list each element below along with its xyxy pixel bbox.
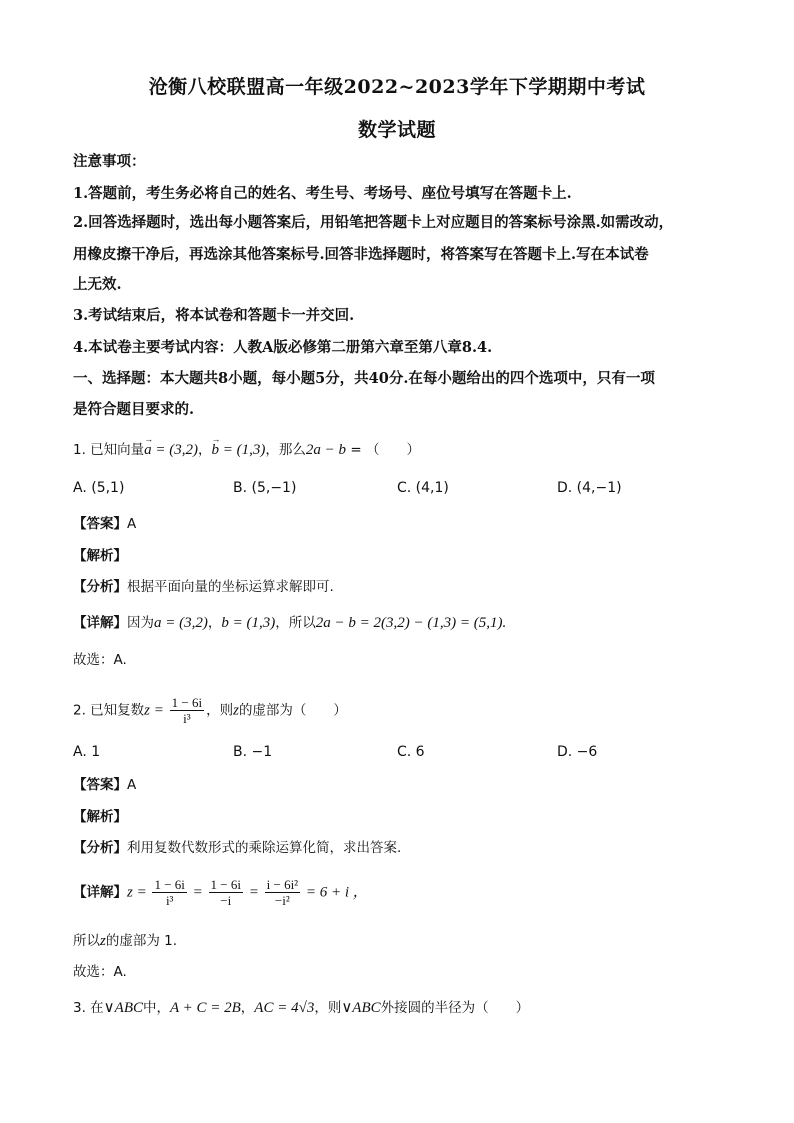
question-2-stem [73,695,733,726]
q3-ask2: 外接圆的半径为（ ） [380,1000,530,1016]
detail-so: ，所以 [275,615,316,631]
q2-option-d: D. −6 [557,744,598,760]
q2-option-c: C. 6 [397,744,425,760]
q1-conclusion: 故选：A. [73,652,127,668]
q1-sep: ， [198,442,212,458]
detail-tag: 【详解】 [73,615,127,631]
q1-detail [73,613,733,633]
answer-tag: 【答案】 [73,516,127,532]
vector-a: → a [144,440,152,460]
notice-heading: 注意事项： [73,153,146,170]
vector-a-value: = (3,2) [151,442,199,458]
var-z: z [144,702,151,719]
q1-fenxi [73,577,733,597]
numerator-1: 1 − 6i [154,877,185,892]
triangle-abc-2: ∨ABC [341,1000,381,1016]
eq-1: = [132,884,151,901]
notice-item-2: 2.回答选择题时，选出每小题答案后，用铅笔把答题卡上对应题目的答案标号涂黑.如需改动， [73,214,674,231]
vector-b: → b [212,440,220,460]
q2-imag-part [73,931,733,951]
q1-prefix: 1. 已知向量 [73,442,145,458]
q2-fenxi [73,838,733,858]
q1-ask: ，那么 [265,442,306,458]
detail-sep: ， [207,615,222,631]
section-heading: 一、选择题：本大题共8小题，每小题5分，共40分.在每小题给出的四个选项中，只有一项 [73,370,655,387]
q1-blank: = （ ） [346,442,420,458]
exam-subtitle: 数学试题 [357,119,436,141]
q1-option-c: C. (4,1) [397,480,449,496]
imag-post: 的虚部为 1. [105,933,178,949]
var-z-2: z [233,702,239,719]
q2-option-a: A. 1 [73,744,101,760]
question-1-stem [73,440,733,460]
answer-value: A [127,516,137,532]
q3-mid: 中， [142,1000,170,1016]
q1-answer [73,514,733,534]
q2-fraction [170,695,204,726]
notice-item-4: 4.本试卷主要考试内容：人教A版必修第二册第六章至第八章8.4. [73,339,493,356]
detail-calculation: 2a − b = 2(3,2) − (1,3) = (5,1). [315,615,507,631]
q1-option-b: B. (5,−1) [233,480,297,496]
denominator-1: i³ [165,893,174,908]
answer-tag: 【答案】 [73,777,127,793]
answer-value: A [127,777,137,793]
notice-item-2-cont: 用橡皮擦干净后，再选涂其他答案标号.回答非选择题时，将答案写在答题卡上.写在本试卷 [73,246,649,263]
detail-vector-a: a = (3,2) [154,615,208,631]
q2-ask: ，则 [206,702,234,719]
fenxi-tag: 【分析】 [73,579,127,595]
q2-answer [73,775,733,795]
q2-analysis-tag: 【解析】 [73,809,127,825]
q2-option-b: B. −1 [233,744,273,760]
q2-numerator: 1 − 6i [171,695,203,710]
detail-fraction-1 [152,877,186,908]
q1-expression: 2a − b [305,442,347,458]
q2-prefix: 2. 已知复数 [73,702,145,719]
notice-item-1: 1.答题前，考生务必将自己的姓名、考生号、考场号、座位号填写在答题卡上. [73,185,572,202]
notice-item-2-end: 上无效. [73,276,122,293]
detail-fraction-3 [265,877,300,908]
q3-ask: ，则 [314,1000,342,1016]
q2-eq: = [150,702,168,719]
detail-fraction-2 [209,877,243,908]
numerator-2: 1 − 6i [210,877,241,892]
q2-denominator: i³ [183,711,191,726]
q3-condition-2: AC = 4√3 [254,1000,315,1016]
exam-title: 沧衡八校联盟高一年级2022~2023学年下学期期中考试 [148,76,646,98]
fenxi-tag: 【分析】 [73,840,127,856]
q2-detail [73,877,733,908]
q1-option-a: A. (5,1) [73,480,125,496]
question-3-stem [73,998,733,1018]
q3-prefix: 3. 在 [73,1000,104,1016]
q2-ask2: 的虚部为（ ） [238,702,347,719]
section-heading-cont: 是符合题目要求的. [73,401,195,418]
fenxi-text: 根据平面向量的坐标运算求解即可. [127,579,334,595]
triangle-abc: ∨ABC [103,1000,143,1016]
detail-vector-b: b = (1,3) [221,615,276,631]
detail-result: = 6 + i ， [302,884,368,901]
eq-2: = [188,884,207,901]
vector-b-value: = (1,3) [219,442,266,458]
eq-3: = [245,884,263,901]
q3-comma: ， [240,1000,255,1016]
fenxi-text: 利用复数代数形式的乘除运算化简，求出答案. [127,840,402,856]
denominator-3: −i² [274,893,290,908]
notice-item-3: 3.考试结束后，将本试卷和答题卡一并交回. [73,307,355,324]
imag-pre: 所以 [73,933,100,949]
detail-tag: 【详解】 [73,884,127,901]
numerator-3: i − 6i² [266,877,299,892]
q1-option-d: D. (4,−1) [557,480,622,496]
detail-pre: 因为 [127,615,154,631]
var-z-4: z [100,933,106,949]
q2-conclusion: 故选：A. [73,964,127,980]
denominator-2: −i [220,893,232,908]
q3-condition-1: A + C = 2B [169,1000,241,1016]
var-z-3: z [127,884,133,901]
q1-analysis-tag: 【解析】 [73,548,127,564]
